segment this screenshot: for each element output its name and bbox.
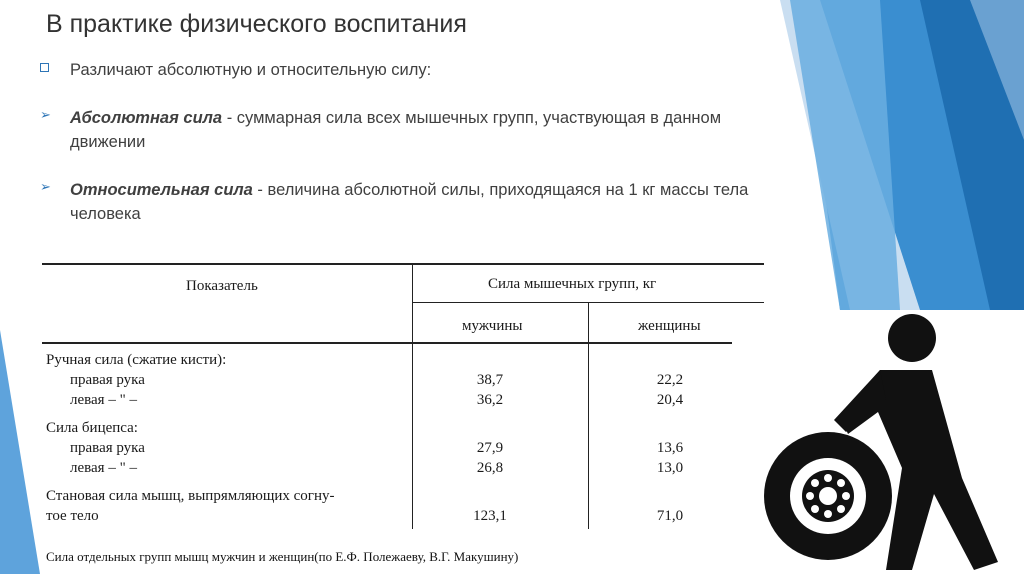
value-women: 71,0 bbox=[656, 508, 684, 524]
bolt bbox=[824, 510, 832, 518]
table-header-rule bbox=[42, 342, 732, 344]
row-label: правая рука bbox=[70, 372, 145, 388]
row-label: правая рука bbox=[70, 440, 145, 456]
table-top-rule bbox=[42, 263, 764, 265]
table-vline-2 bbox=[588, 302, 589, 529]
value-women: 22,2 bbox=[656, 372, 684, 388]
header-indicator: Показатель bbox=[186, 278, 258, 294]
bullet-relative bbox=[40, 178, 780, 228]
slide-title: В практике физического воспитания bbox=[46, 10, 467, 38]
term-absolute: Абсолютная сила bbox=[70, 109, 223, 127]
row-label: тое тело bbox=[46, 508, 99, 524]
bolt bbox=[842, 492, 850, 500]
header-group: Сила мышечных групп, кг bbox=[488, 276, 657, 292]
row-label: Становая сила мышц, выпрямляющих согну- bbox=[46, 488, 335, 504]
bolt bbox=[837, 479, 845, 487]
definition-relative: - величина абсолютной силы, приходящаяся на 1 кг массы тела человека bbox=[70, 181, 749, 223]
strength-table bbox=[42, 258, 770, 530]
value-men: 26,8 bbox=[476, 460, 504, 476]
person-rolling-tire-icon bbox=[762, 308, 1024, 574]
term-relative: Относительная сила bbox=[70, 181, 253, 199]
bolt bbox=[824, 474, 832, 482]
decorative-ribbons bbox=[780, 0, 1024, 310]
value-women: 13,0 bbox=[656, 460, 684, 476]
header-men: мужчины bbox=[462, 318, 523, 334]
bolt bbox=[806, 492, 814, 500]
row-label: Ручная сила (сжатие кисти): bbox=[46, 352, 227, 368]
arrow-bullet-icon: ➢ bbox=[40, 179, 51, 194]
row-label: левая – " – bbox=[70, 392, 137, 408]
arrow-bullet-icon: ➢ bbox=[40, 107, 51, 122]
bolt bbox=[811, 505, 819, 513]
value-men: 27,9 bbox=[476, 440, 504, 456]
value-women: 20,4 bbox=[656, 392, 684, 408]
value-women: 13,6 bbox=[656, 440, 684, 456]
value-men: 36,2 bbox=[476, 392, 504, 408]
square-bullet-icon bbox=[40, 63, 49, 72]
header-women: женщины bbox=[638, 318, 701, 334]
value-men: 38,7 bbox=[476, 372, 504, 388]
row-label: Сила бицепса: bbox=[46, 420, 138, 436]
definition-absolute: - суммарная сила всех мышечных групп, участвующая в данном движении bbox=[70, 109, 722, 151]
value-men: 123,1 bbox=[473, 508, 507, 524]
hub-center bbox=[819, 487, 837, 505]
bolt bbox=[837, 505, 845, 513]
row-label: левая – " – bbox=[70, 460, 137, 476]
table-vline-1 bbox=[412, 263, 413, 529]
stripe-triangle bbox=[0, 330, 40, 574]
decorative-left-stripe bbox=[0, 330, 40, 574]
bullet-absolute bbox=[40, 106, 780, 156]
head-shape bbox=[888, 314, 936, 362]
bolt bbox=[811, 479, 819, 487]
intro-bullet bbox=[40, 58, 780, 84]
table-caption: Сила отдельных групп мышц мужчин и женщин(по Е.Ф. Полежаеву, В.Г. Макушину) bbox=[46, 549, 519, 564]
intro-text: Различают абсолютную и относительную силу: bbox=[70, 61, 432, 79]
